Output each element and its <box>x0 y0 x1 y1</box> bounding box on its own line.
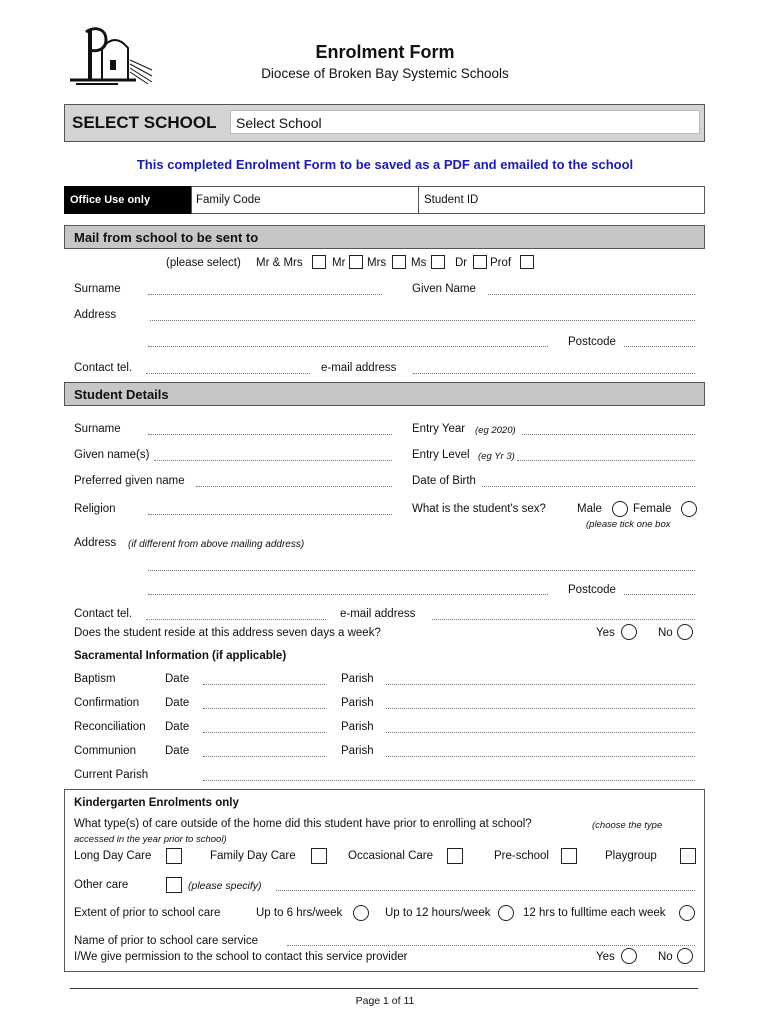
form-title: Enrolment Form <box>315 42 455 62</box>
care-family-day-label: Family Day Care <box>210 850 296 862</box>
permission-no-label: No <box>658 951 673 963</box>
mail-given-name-field[interactable] <box>488 294 695 295</box>
mail-address-line-1[interactable] <box>150 320 695 321</box>
sex-female-radio[interactable] <box>681 501 697 517</box>
religion-field[interactable] <box>148 514 392 515</box>
dob-label: Date of Birth <box>412 475 476 487</box>
care-long-day-label: Long Day Care <box>74 850 152 862</box>
title-mrs-checkbox[interactable] <box>392 255 406 269</box>
entry-level-field[interactable] <box>517 460 695 461</box>
baptism-date-field[interactable] <box>203 684 325 685</box>
confirmation-date-field[interactable] <box>203 708 325 709</box>
extent-label: Extent of prior to school care <box>74 907 221 919</box>
reside-no-label: No <box>658 627 673 639</box>
student-given-names-field[interactable] <box>154 460 392 461</box>
entry-level-label: Entry Level <box>412 449 470 461</box>
other-care-field[interactable] <box>276 890 695 891</box>
mail-postcode-field[interactable] <box>624 346 695 347</box>
title-mr-label: Mr <box>332 257 346 269</box>
mail-contact-tel-label: Contact tel. <box>74 362 133 374</box>
care-playgroup-label: Playgroup <box>605 850 657 862</box>
current-parish-field[interactable] <box>203 780 695 781</box>
confirmation-parish-label: Parish <box>341 697 374 709</box>
baptism-parish-label: Parish <box>341 673 374 685</box>
extent-fulltime-radio[interactable] <box>679 905 695 921</box>
entry-year-field[interactable] <box>522 434 695 435</box>
student-address-line-1[interactable] <box>148 570 695 571</box>
religion-label: Religion <box>74 503 116 515</box>
student-contact-tel-field[interactable] <box>146 619 326 620</box>
mail-address-line-2[interactable] <box>148 346 548 347</box>
confirmation-label: Confirmation <box>74 697 140 709</box>
title-ms-checkbox[interactable] <box>431 255 445 269</box>
permission-yes-label: Yes <box>596 951 615 963</box>
service-name-field[interactable] <box>287 945 695 946</box>
communion-date-label: Date <box>165 745 190 757</box>
mail-contact-tel-field[interactable] <box>146 373 310 374</box>
reside-question: Does the student reside at this address seven days a week? <box>74 627 381 639</box>
care-occasional-checkbox[interactable] <box>447 848 463 864</box>
tick-one-hint: (please tick one box <box>586 519 671 530</box>
page-number: Page 1 of 11 <box>355 995 415 1007</box>
title-dr-label: Dr <box>455 257 468 269</box>
baptism-date-label: Date <box>165 673 190 685</box>
mail-address-label: Address <box>74 309 117 321</box>
kinder-heading: Kindergarten Enrolments only <box>74 797 239 809</box>
title-ms-label: Ms <box>411 257 427 269</box>
permission-yes-radio[interactable] <box>621 948 637 964</box>
communion-label: Communion <box>74 745 136 757</box>
sex-male-radio[interactable] <box>612 501 628 517</box>
sex-male-label: Male <box>577 503 602 515</box>
kinder-question-hint-2: accessed in the year prior to school) <box>74 834 227 845</box>
extent-12hrs-radio[interactable] <box>498 905 514 921</box>
confirmation-date-label: Date <box>165 697 190 709</box>
preferred-name-label: Preferred given name <box>74 475 185 487</box>
title-mr-mrs-checkbox[interactable] <box>312 255 326 269</box>
sex-question: What is the student's sex? <box>412 503 546 515</box>
student-heading: Student Details <box>64 382 705 406</box>
care-family-day-checkbox[interactable] <box>311 848 327 864</box>
baptism-label: Baptism <box>74 673 116 685</box>
other-care-label: Other care <box>74 879 129 891</box>
title-mrs-label: Mrs <box>367 257 387 269</box>
care-long-day-checkbox[interactable] <box>166 848 182 864</box>
footer-rule <box>70 988 698 989</box>
mail-surname-label: Surname <box>74 283 121 295</box>
mail-given-name-label: Given Name <box>412 283 476 295</box>
reconciliation-date-field[interactable] <box>203 732 325 733</box>
student-given-names-label: Given name(s) <box>74 449 150 461</box>
care-preschool-checkbox[interactable] <box>561 848 577 864</box>
care-playgroup-checkbox[interactable] <box>680 848 696 864</box>
please-specify-hint: (please specify) <box>188 880 262 892</box>
kinder-question-hint: (choose the type <box>592 820 663 831</box>
title-prof-checkbox[interactable] <box>520 255 534 269</box>
form-subtitle: Diocese of Broken Bay Systemic Schools <box>261 66 509 81</box>
current-parish-label: Current Parish <box>74 769 149 781</box>
title-dr-checkbox[interactable] <box>473 255 487 269</box>
reside-yes-radio[interactable] <box>621 624 637 640</box>
sacramental-heading: Sacramental Information (if applicable) <box>74 650 287 662</box>
reside-no-radio[interactable] <box>677 624 693 640</box>
student-email-label: e-mail address <box>340 608 416 620</box>
student-address-label: Address <box>74 537 117 549</box>
mail-postcode-label: Postcode <box>568 336 616 348</box>
mail-heading: Mail from school to be sent to <box>64 225 705 249</box>
student-id-field[interactable]: Student ID <box>418 186 705 214</box>
other-care-checkbox[interactable] <box>166 877 182 893</box>
student-email-field[interactable] <box>432 619 695 620</box>
communion-date-field[interactable] <box>203 756 325 757</box>
title-mr-mrs-label: Mr & Mrs <box>256 257 303 269</box>
please-select-label: (please select) <box>166 257 241 269</box>
extent-6hrs-radio[interactable] <box>353 905 369 921</box>
mail-email-label: e-mail address <box>321 362 397 374</box>
care-preschool-label: Pre-school <box>494 850 549 862</box>
baptism-parish-field[interactable] <box>386 684 695 685</box>
extent-12hrs-label: Up to 12 hours/week <box>385 907 491 919</box>
mail-surname-field[interactable] <box>148 294 382 295</box>
permission-text: I/We give permission to the school to contact this service provider <box>74 951 408 963</box>
office-use-label: Office Use only <box>64 186 191 214</box>
reconciliation-parish-field[interactable] <box>386 732 695 733</box>
family-code-field[interactable]: Family Code <box>191 186 418 214</box>
reconciliation-date-label: Date <box>165 721 190 733</box>
service-name-label: Name of prior to school care service <box>74 935 259 947</box>
save-notice: This completed Enrolment Form to be saved as a PDF and emailed to the school <box>136 157 634 172</box>
title-prof-label: Prof <box>490 257 512 269</box>
entry-level-hint: (eg Yr 3) <box>478 451 515 462</box>
select-school-dropdown[interactable]: Select School <box>230 110 700 134</box>
student-contact-tel-label: Contact tel. <box>74 608 133 620</box>
mail-email-field[interactable] <box>413 373 695 374</box>
confirmation-parish-field[interactable] <box>386 708 695 709</box>
select-school-label: SELECT SCHOOL <box>72 113 217 132</box>
student-postcode-field[interactable] <box>624 594 695 595</box>
student-surname-field[interactable] <box>148 434 392 435</box>
permission-no-radio[interactable] <box>677 948 693 964</box>
student-address-hint: (if different from above mailing address) <box>128 539 305 550</box>
entry-year-label: Entry Year <box>412 423 466 435</box>
preferred-name-field[interactable] <box>196 486 392 487</box>
kinder-question: What type(s) of care outside of the home did this student have prior to enrolling at school? <box>74 818 532 830</box>
extent-6hrs-label: Up to 6 hrs/week <box>256 907 343 919</box>
dob-field[interactable] <box>482 486 695 487</box>
entry-year-hint: (eg 2020) <box>475 425 516 436</box>
student-address-line-2[interactable] <box>148 594 548 595</box>
reside-yes-label: Yes <box>596 627 615 639</box>
student-postcode-label: Postcode <box>568 584 616 596</box>
extent-fulltime-label: 12 hrs to fulltime each week <box>523 907 666 919</box>
care-occasional-label: Occasional Care <box>348 850 434 862</box>
title-mr-checkbox[interactable] <box>349 255 363 269</box>
reconciliation-label: Reconciliation <box>74 721 146 733</box>
student-surname-label: Surname <box>74 423 121 435</box>
reconciliation-parish-label: Parish <box>341 721 374 733</box>
communion-parish-label: Parish <box>341 745 374 757</box>
communion-parish-field[interactable] <box>386 756 695 757</box>
sex-female-label: Female <box>633 503 672 515</box>
